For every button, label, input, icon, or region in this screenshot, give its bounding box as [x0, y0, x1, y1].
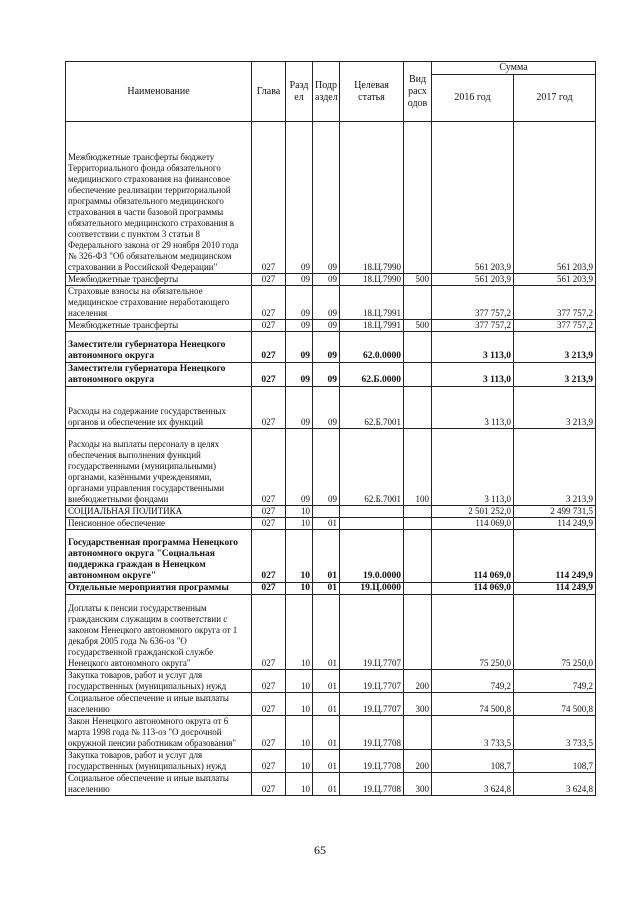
- header-name: Наименование: [66, 62, 252, 122]
- row-vid: [404, 506, 432, 518]
- row-vid: [404, 363, 432, 387]
- row-glava: 027: [252, 716, 286, 750]
- row-2016: 3 113,0: [432, 363, 514, 387]
- row-2016: 3 113,0: [432, 332, 514, 363]
- row-target: 62.Б.7001: [340, 429, 404, 506]
- row-target: 19.Ц.7708: [340, 773, 404, 796]
- row-target: 62.Б.0000: [340, 363, 404, 387]
- row-podrazdel: 09: [313, 122, 340, 274]
- table-row: [66, 595, 596, 670]
- row-glava: 027: [252, 670, 286, 693]
- header-vid: Вид расх одов: [404, 62, 432, 122]
- row-target: 19.Ц.7707: [340, 693, 404, 716]
- row-2016: 75 250,0: [432, 595, 514, 670]
- table-row: [66, 518, 596, 530]
- table-row: [66, 387, 596, 429]
- row-2017: 3 624,8: [514, 773, 596, 796]
- row-2016: 3 113,0: [432, 429, 514, 506]
- row-name: Межбюджетные трансферты: [66, 274, 252, 286]
- row-2017: 108,7: [514, 750, 596, 773]
- row-podrazdel: [313, 506, 340, 518]
- row-razdel: 09: [286, 387, 313, 429]
- row-2016: 3 624,8: [432, 773, 514, 796]
- table-row: [66, 773, 596, 796]
- row-2017: 377 757,2: [514, 320, 596, 332]
- row-razdel: 10: [286, 693, 313, 716]
- row-2017: 114 249,9: [514, 518, 596, 530]
- row-glava: 027: [252, 506, 286, 518]
- row-2017: 74 500,8: [514, 693, 596, 716]
- row-vid: 200: [404, 750, 432, 773]
- row-podrazdel: 09: [313, 429, 340, 506]
- row-name: Расходы на содержание государственных органов и обеспечение их функций: [66, 387, 252, 429]
- row-name: Пенсионное обеспечение: [66, 518, 252, 530]
- row-2016: 3 733,5: [432, 716, 514, 750]
- row-razdel: 10: [286, 750, 313, 773]
- row-razdel: 10: [286, 773, 313, 796]
- row-podrazdel: 01: [313, 595, 340, 670]
- table-row: [66, 670, 596, 693]
- header-glava: Глава: [252, 62, 286, 122]
- table-row: [66, 274, 596, 286]
- table-header: [66, 62, 596, 122]
- row-vid: [404, 583, 432, 595]
- row-2016: 3 113,0: [432, 387, 514, 429]
- row-vid: [404, 122, 432, 274]
- row-vid: 200: [404, 670, 432, 693]
- row-target: 19.0.0000: [340, 530, 404, 583]
- row-razdel: 10: [286, 583, 313, 595]
- row-vid: [404, 716, 432, 750]
- table-row: [66, 693, 596, 716]
- row-target: 19.Ц.7708: [340, 750, 404, 773]
- row-name: Межбюджетные трансферты: [66, 320, 252, 332]
- row-glava: 027: [252, 363, 286, 387]
- row-2016: 74 500,8: [432, 693, 514, 716]
- row-vid: [404, 286, 432, 320]
- table-row: [66, 320, 596, 332]
- row-vid: 100: [404, 429, 432, 506]
- row-target: 18.Ц.7991: [340, 286, 404, 320]
- row-name: Закупка товаров, работ и услуг для государственных (муниципальных) нужд: [66, 670, 252, 693]
- row-2016: 114 069,0: [432, 583, 514, 595]
- row-name: Социальное обеспечение и иные выплаты населению: [66, 773, 252, 796]
- row-vid: 500: [404, 274, 432, 286]
- table-row: [66, 122, 596, 274]
- row-target: 18.Ц.7991: [340, 320, 404, 332]
- row-razdel: 09: [286, 122, 313, 274]
- row-podrazdel: 09: [313, 286, 340, 320]
- table-row: [66, 506, 596, 518]
- row-glava: 027: [252, 332, 286, 363]
- row-2016: 377 757,2: [432, 286, 514, 320]
- row-target: 19.Ц.7708: [340, 716, 404, 750]
- row-razdel: 10: [286, 518, 313, 530]
- row-vid: 300: [404, 693, 432, 716]
- row-glava: 027: [252, 595, 286, 670]
- row-2016: 377 757,2: [432, 320, 514, 332]
- row-2017: 2 499 731,5: [514, 506, 596, 518]
- row-razdel: 09: [286, 274, 313, 286]
- row-vid: [404, 387, 432, 429]
- row-target: [340, 518, 404, 530]
- row-target: 62.0.0000: [340, 332, 404, 363]
- row-glava: 027: [252, 429, 286, 506]
- row-glava: 027: [252, 122, 286, 274]
- row-razdel: 10: [286, 595, 313, 670]
- row-podrazdel: 01: [313, 693, 340, 716]
- row-name: Расходы на выплаты персоналу в целях обеспечения выполнения функций государственными (муниципальными) органами, казёнными учреждениями, органами управления государственными внебюджетными фондами: [66, 429, 252, 506]
- row-vid: 500: [404, 320, 432, 332]
- row-name: Закупка товаров, работ и услуг для государственных (муниципальных) нужд: [66, 750, 252, 773]
- table-row: [66, 750, 596, 773]
- header-target: Целевая статья: [340, 62, 404, 122]
- row-glava: 027: [252, 583, 286, 595]
- row-2017: 3 213,9: [514, 332, 596, 363]
- row-2017: 75 250,0: [514, 595, 596, 670]
- row-glava: 027: [252, 518, 286, 530]
- row-podrazdel: 01: [313, 750, 340, 773]
- row-podrazdel: 09: [313, 274, 340, 286]
- table-row: [66, 716, 596, 750]
- row-target: 62.Б.7001: [340, 387, 404, 429]
- row-name: Социальное обеспечение и иные выплаты населению: [66, 693, 252, 716]
- row-vid: [404, 595, 432, 670]
- row-target: [340, 506, 404, 518]
- header-razdel: Разд ел: [286, 62, 313, 122]
- row-vid: [404, 518, 432, 530]
- row-name: Страховые взносы на обязательное медицинское страхование неработающего населения: [66, 286, 252, 320]
- row-razdel: 10: [286, 506, 313, 518]
- row-2017: 561 203,9: [514, 122, 596, 274]
- row-podrazdel: 01: [313, 670, 340, 693]
- row-glava: 027: [252, 750, 286, 773]
- row-2017: 3 213,9: [514, 363, 596, 387]
- row-name: Государственная программа Ненецкого автономного округа "Социальная поддержка граждан в Ненецком автономном округе": [66, 530, 252, 583]
- row-2016: 561 203,9: [432, 274, 514, 286]
- header-2017: 2017 год: [514, 75, 596, 122]
- table-row: [66, 286, 596, 320]
- page-number: 65: [314, 843, 326, 857]
- row-2017: 749,2: [514, 670, 596, 693]
- header-podrazdel: Подр аздел: [313, 62, 340, 122]
- row-razdel: 09: [286, 320, 313, 332]
- header-summa: Сумма: [432, 62, 596, 75]
- row-razdel: 09: [286, 363, 313, 387]
- row-name: Отдельные мероприятия программы: [66, 583, 252, 595]
- row-podrazdel: 01: [313, 583, 340, 595]
- row-name: СОЦИАЛЬНАЯ ПОЛИТИКА: [66, 506, 252, 518]
- row-vid: [404, 530, 432, 583]
- row-razdel: 09: [286, 286, 313, 320]
- row-2017: 3 733,5: [514, 716, 596, 750]
- row-2017: 561 203,9: [514, 274, 596, 286]
- row-razdel: 09: [286, 332, 313, 363]
- row-2017: 114 249,9: [514, 530, 596, 583]
- row-name: Межбюджетные трансферты бюджету Территориального фонда обязательного медицинского страхования на финансовое обеспечение реализации территориальной программы обязательного медицинского страхования в части базовой программы обязательного медицинского страхования в соответствии с пунктом 3 статьи 8 Федерального закона от 29 ноября 2010 года № 326-ФЗ "Об обязательном медицинском страховании в Российской Федерации": [66, 122, 252, 274]
- row-name: Заместители губернатора Ненецкого автономного округа: [66, 332, 252, 363]
- row-vid: 300: [404, 773, 432, 796]
- row-podrazdel: 09: [313, 363, 340, 387]
- row-2017: 114 249,9: [514, 583, 596, 595]
- row-2016: 114 069,0: [432, 518, 514, 530]
- row-target: 19.Ц.7707: [340, 595, 404, 670]
- table-row: [66, 530, 596, 583]
- row-razdel: 09: [286, 429, 313, 506]
- row-podrazdel: 09: [313, 332, 340, 363]
- row-razdel: 10: [286, 530, 313, 583]
- row-glava: 027: [252, 530, 286, 583]
- row-razdel: 10: [286, 670, 313, 693]
- budget-table: [65, 61, 596, 796]
- row-target: 19.Ц.7707: [340, 670, 404, 693]
- row-2016: 2 501 252,0: [432, 506, 514, 518]
- row-glava: 027: [252, 286, 286, 320]
- row-podrazdel: 09: [313, 387, 340, 429]
- row-2017: 377 757,2: [514, 286, 596, 320]
- row-podrazdel: 09: [313, 320, 340, 332]
- row-razdel: 10: [286, 716, 313, 750]
- row-podrazdel: 01: [313, 716, 340, 750]
- row-name: Доплаты к пенсии государственным гражданским служащим в соответствии с законом Ненецкого автономного округа от 1 декабря 2005 года № 636-оз "О государственной гражданской службе Ненецкого автономного округа": [66, 595, 252, 670]
- table-body: [66, 122, 596, 796]
- row-name: Закон Ненецкого автономного округа от 6 марта 1998 года № 113-оз "О досрочной окружной пенсии работникам образования": [66, 716, 252, 750]
- row-2017: 3 213,9: [514, 429, 596, 506]
- row-vid: [404, 332, 432, 363]
- row-podrazdel: 01: [313, 773, 340, 796]
- row-target: 18.Ц.7990: [340, 274, 404, 286]
- row-glava: 027: [252, 693, 286, 716]
- row-target: 19.Ц.0000: [340, 583, 404, 595]
- header-2016: 2016 год: [432, 75, 514, 122]
- row-2016: 749,2: [432, 670, 514, 693]
- row-target: 18.Ц.7990: [340, 122, 404, 274]
- row-glava: 027: [252, 274, 286, 286]
- row-2016: 561 203,9: [432, 122, 514, 274]
- row-glava: 027: [252, 387, 286, 429]
- row-2016: 108,7: [432, 750, 514, 773]
- row-name: Заместители губернатора Ненецкого автономного округа: [66, 363, 252, 387]
- row-podrazdel: 01: [313, 530, 340, 583]
- row-podrazdel: 01: [313, 518, 340, 530]
- row-glava: 027: [252, 773, 286, 796]
- row-2017: 3 213,9: [514, 387, 596, 429]
- row-glava: 027: [252, 320, 286, 332]
- table-row: [66, 363, 596, 387]
- table-row: [66, 429, 596, 506]
- table-row: [66, 583, 596, 595]
- row-2016: 114 069,0: [432, 530, 514, 583]
- table-row: [66, 332, 596, 363]
